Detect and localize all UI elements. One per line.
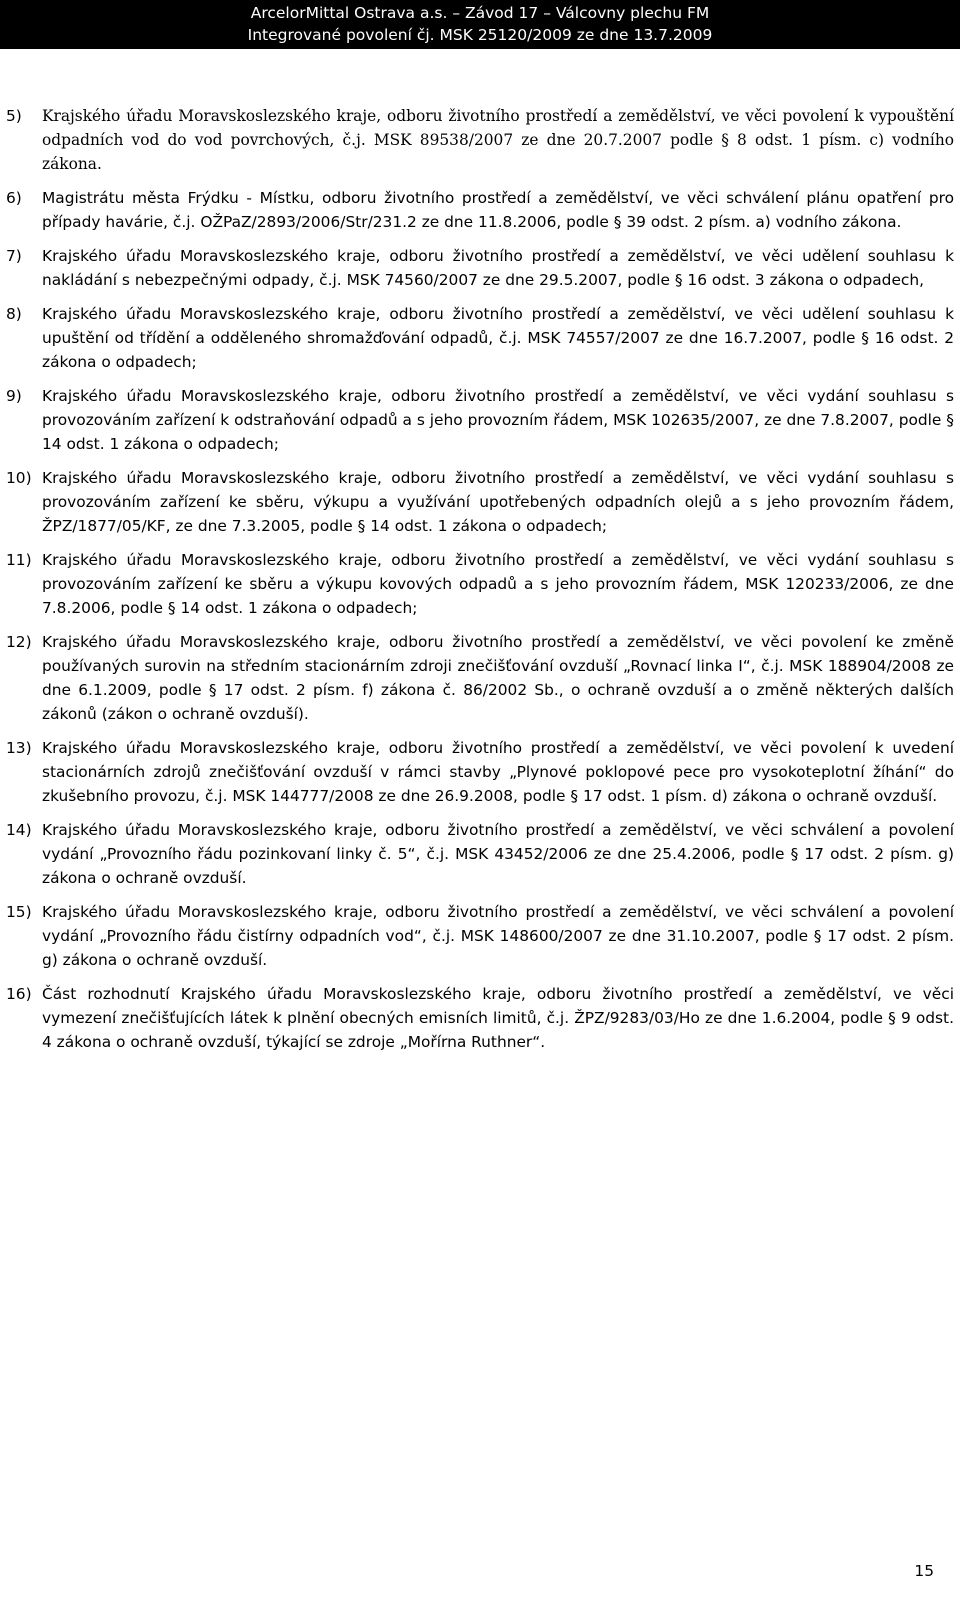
list-item [6, 302, 954, 374]
item-text: Krajského úřadu Moravskoslezského kraje, odboru životního prostředí a zemědělství, ve věci vydání souhlasu s provozováním zařízení ke sběru, výkupu a využívání upotřebených odpadních olejů a s jeho provozním řádem, ŽPZ/1877/05/KF, ze dne 7.3.2005, podle § 14 odst. 1 zákona o odpadech; [42, 469, 954, 535]
item-text: Krajského úřadu Moravskoslezského kraje, odboru životního prostředí a zemědělství, ve věci schválení a povolení vydání „Provozního řádu pozinkovaní linky č. 5“, č.j. MSK 43452/2006 ze dne 25.4.2006, podle § 17 odst. 2 písm. g) zákona o ochraně ovzduší. [42, 821, 954, 887]
item-text: Krajského úřadu Moravskoslezského kraje, odboru životního prostředí a zemědělství, ve věci povolení k vypouštění odpadních vod do vod povrchových, č.j. MSK 89538/2007 ze dne 20.7.2007 podle § 8 odst. 1 písm. c) vodního zákona. [42, 107, 954, 173]
document-body [6, 107, 954, 1054]
item-text: Krajského úřadu Moravskoslezského kraje, odboru životního prostředí a zemědělství, ve věci vydání souhlasu s provozováním zařízení ke sběru a výkupu kovových odpadů a s jeho provozním řádem, MSK 120233/2006, ze dne 7.8.2006, podle § 14 odst. 1 zákona o odpadech; [42, 551, 954, 617]
item-number: 7) [6, 247, 22, 265]
item-number: 16) [6, 985, 32, 1003]
list-item [6, 186, 954, 234]
item-text: Magistrátu města Frýdku - Místku, odboru životního prostředí a zemědělství, ve věci schválení plánu opatření pro případy havárie, č.j. OŽPaZ/2893/2006/Str/231.2 ze dne 11.8.2006, podle § 39 odst. 2 písm. a) vodního zákona. [42, 189, 954, 231]
list-item [6, 736, 954, 808]
list-item [6, 982, 954, 1054]
item-number: 9) [6, 387, 22, 405]
header-permit-reference: Integrované povolení čj. MSK 25120/2009 ze dne 13.7.2009 [247, 26, 713, 44]
item-text: Část rozhodnutí Krajského úřadu Moravskoslezského kraje, odboru životního prostředí a zemědělství, ve věci vymezení znečišťujících látek k plnění obecných emisních limitů, č.j. ŽPZ/9283/03/Ho ze dne 1.6.2004, podle § 9 odst. 4 zákona o ochraně ovzduší, týkající se zdroje „Mořírna Ruthner“. [42, 985, 954, 1051]
page-number: 15 [914, 1562, 934, 1580]
item-text: Krajského úřadu Moravskoslezského kraje, odboru životního prostředí a zemědělství, ve věci schválení a povolení vydání „Provozního řádu čistírny odpadních vod“, č.j. MSK 148600/2007 ze dne 31.10.2007, podle § 17 odst. 2 písm. g) zákona o ochraně ovzduší. [42, 903, 954, 969]
item-number: 10) [6, 469, 32, 487]
list-item [6, 630, 954, 726]
item-text: Krajského úřadu Moravskoslezského kraje, odboru životního prostředí a zemědělství, ve věci vydání souhlasu s provozováním zařízení k odstraňování odpadů a s jeho provozním řádem, MSK 102635/2007, ze dne 7.8.2007, podle § 14 odst. 1 zákona o odpadech; [42, 387, 954, 453]
item-number: 14) [6, 821, 32, 839]
header-title: ArcelorMittal Ostrava a.s. – Závod 17 – Válcovny plechu FM [250, 4, 710, 22]
item-number: 8) [6, 305, 22, 323]
item-text: Krajského úřadu Moravskoslezského kraje, odboru životního prostředí a zemědělství, ve věci povolení ke změně používaných surovin na středním stacionárním zdroji znečišťování ovzduší „Rovnací linka I“, č.j. MSK 188904/2008 ze dne 6.1.2009, podle § 17 odst. 2 písm. f) zákona č. 86/2002 Sb., o ochraně ovzduší a o změně některých dalších zákonů (zákon o ochraně ovzduší). [42, 633, 954, 723]
item-number: 11) [6, 551, 32, 569]
list-item [6, 466, 954, 538]
item-number: 15) [6, 903, 32, 921]
list-item [6, 548, 954, 620]
document-header [0, 0, 960, 49]
item-number: 12) [6, 633, 32, 651]
item-number: 5) [6, 107, 22, 125]
list-item [6, 244, 954, 292]
list-item [6, 900, 954, 972]
list-item [6, 384, 954, 456]
item-text: Krajského úřadu Moravskoslezského kraje, odboru životního prostředí a zemědělství, ve věci povolení k uvedení stacionárních zdrojů znečišťování ovzduší v rámci stavby „Plynové poklopové pece pro vysokoteplotní žíhání“ do zkušebního provozu, č.j. MSK 144777/2008 ze dne 26.9.2008, podle § 17 odst. 1 písm. d) zákona o ochraně ovzduší. [42, 739, 954, 805]
item-text: Krajského úřadu Moravskoslezského kraje, odboru životního prostředí a zemědělství, ve věci udělení souhlasu k upuštění od třídění a odděleného shromažďování odpadů, č.j. MSK 74557/2007 ze dne 16.7.2007, podle § 16 odst. 2 zákona o odpadech; [42, 305, 954, 371]
item-number: 6) [6, 189, 22, 207]
item-text: Krajského úřadu Moravskoslezského kraje, odboru životního prostředí a zemědělství, ve věci udělení souhlasu k nakládání s nebezpečnými odpady, č.j. MSK 74560/2007 ze dne 29.5.2007, podle § 16 odst. 3 zákona o odpadech, [42, 247, 954, 289]
list-item [6, 104, 954, 176]
item-number: 13) [6, 739, 32, 757]
list-item [6, 818, 954, 890]
